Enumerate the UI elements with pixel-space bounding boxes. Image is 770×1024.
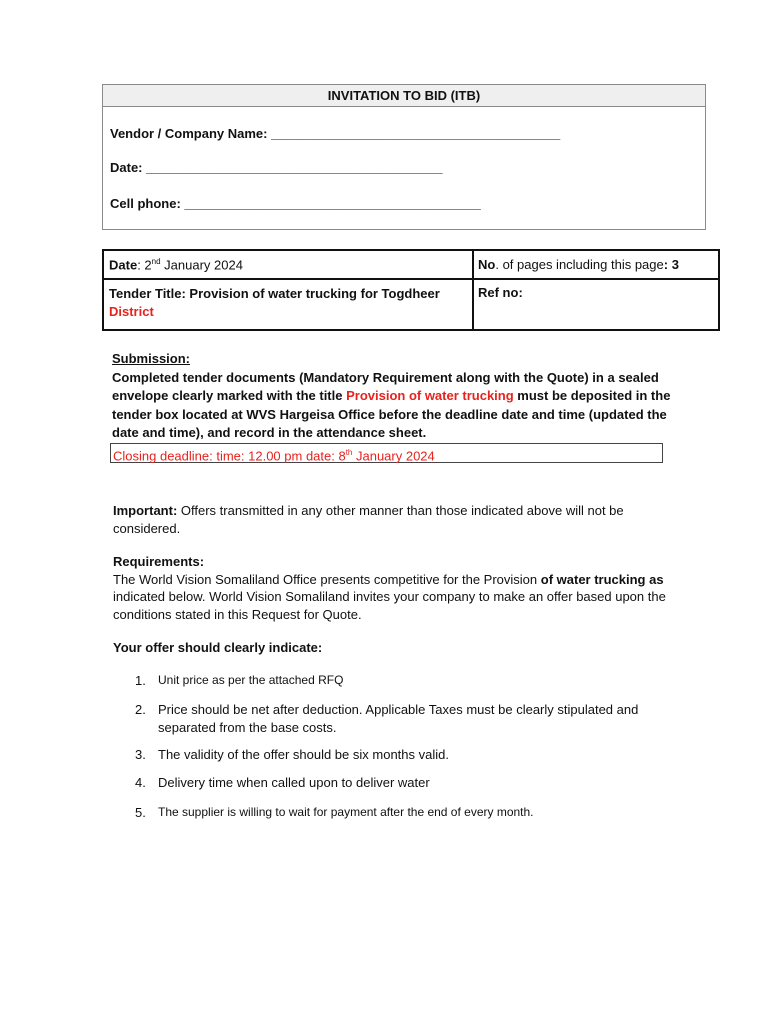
offer-heading: Your offer should clearly indicate: (113, 640, 323, 655)
closing-deadline-box (110, 443, 663, 463)
requirements-text-part2: indicated below. World Vision Somaliland invites your company to make an offer based upon the conditions stated in this Request for Quote. (113, 589, 666, 622)
tender-date-rest: January 2024 (160, 257, 243, 273)
list-item-text: The supplier is willing to wait for payment after the end of every month. (158, 805, 534, 819)
submission-heading: Submission: (112, 351, 191, 366)
list-item-number: 4. (135, 775, 146, 790)
requirements-bold: of water trucking as (540, 571, 664, 587)
ref-no-cell (474, 280, 718, 329)
vendor-name-field: Vendor / Company Name: ________________________________________ (110, 126, 561, 141)
deadline-date: January 2024 (352, 448, 435, 464)
ref-no-label: Ref no: (478, 285, 523, 300)
requirements-section (113, 553, 673, 623)
list-item-text: Price should be net after deduction. Applicable Taxes must be clearly stipulated and separated from the base costs. (158, 702, 639, 735)
important-text: Offers transmitted in any other manner than those indicated above will not be considered. (113, 503, 624, 536)
pages-text: . of pages including this page (495, 257, 664, 272)
page-count-cell (474, 251, 718, 280)
pages-label: No (478, 257, 496, 272)
submission-text-part1: Completed tender documents (Mandatory Requirement along with the Quote) in a sealed envelope clearly marked with the title (112, 369, 659, 403)
list-item-text: The validity of the offer should be six months valid. (158, 747, 449, 762)
itb-title: INVITATION TO BID (ITB) (103, 85, 705, 107)
tender-date-label: Date (109, 257, 138, 273)
list-item-number: 5. (135, 805, 146, 820)
itb-box (102, 84, 706, 230)
deadline-sup: th (345, 448, 353, 457)
requirements-heading: Requirements: (113, 554, 205, 569)
important-label: Important: (113, 503, 178, 518)
cell-phone-field: Cell phone: _________________________________________ (110, 196, 481, 211)
submission-title-red: Provision of water trucking (346, 388, 514, 403)
submission-text-part2: must be deposited in the tender box located at WVS Hargeisa Office before the deadline date and time (updated the date and time), and record in the attendance sheet. (112, 388, 671, 440)
requirements-text-part1: The World Vision Somaliland Office presents competitive for the Provision (113, 571, 541, 587)
list-item-text: Unit price as per the attached RFQ (158, 673, 344, 687)
list-item-number: 2. (135, 702, 146, 717)
pages-value: : 3 (663, 257, 679, 272)
requirements-text (113, 571, 673, 624)
tender-title: Tender Title: Provision of water trucking for Togdheer (109, 286, 440, 301)
submission-section (112, 350, 672, 443)
list-item-number: 3. (135, 747, 146, 762)
tender-date-cell (104, 251, 474, 280)
list-item-text: Delivery time when called upon to deliver water (158, 775, 430, 790)
deadline-text: Closing deadline: time: 12.00 pm date: 8 (113, 448, 346, 464)
submission-text (112, 369, 672, 443)
tender-title-cell (104, 280, 474, 329)
tender-date-sup: nd (151, 257, 161, 266)
tender-date-day: : 2 (137, 257, 152, 273)
tender-title-district: District (109, 304, 154, 319)
list-item-number: 1. (135, 673, 146, 688)
tender-info-table (102, 249, 720, 331)
date-field: Date: _________________________________________ (110, 160, 443, 175)
important-note (113, 502, 673, 537)
